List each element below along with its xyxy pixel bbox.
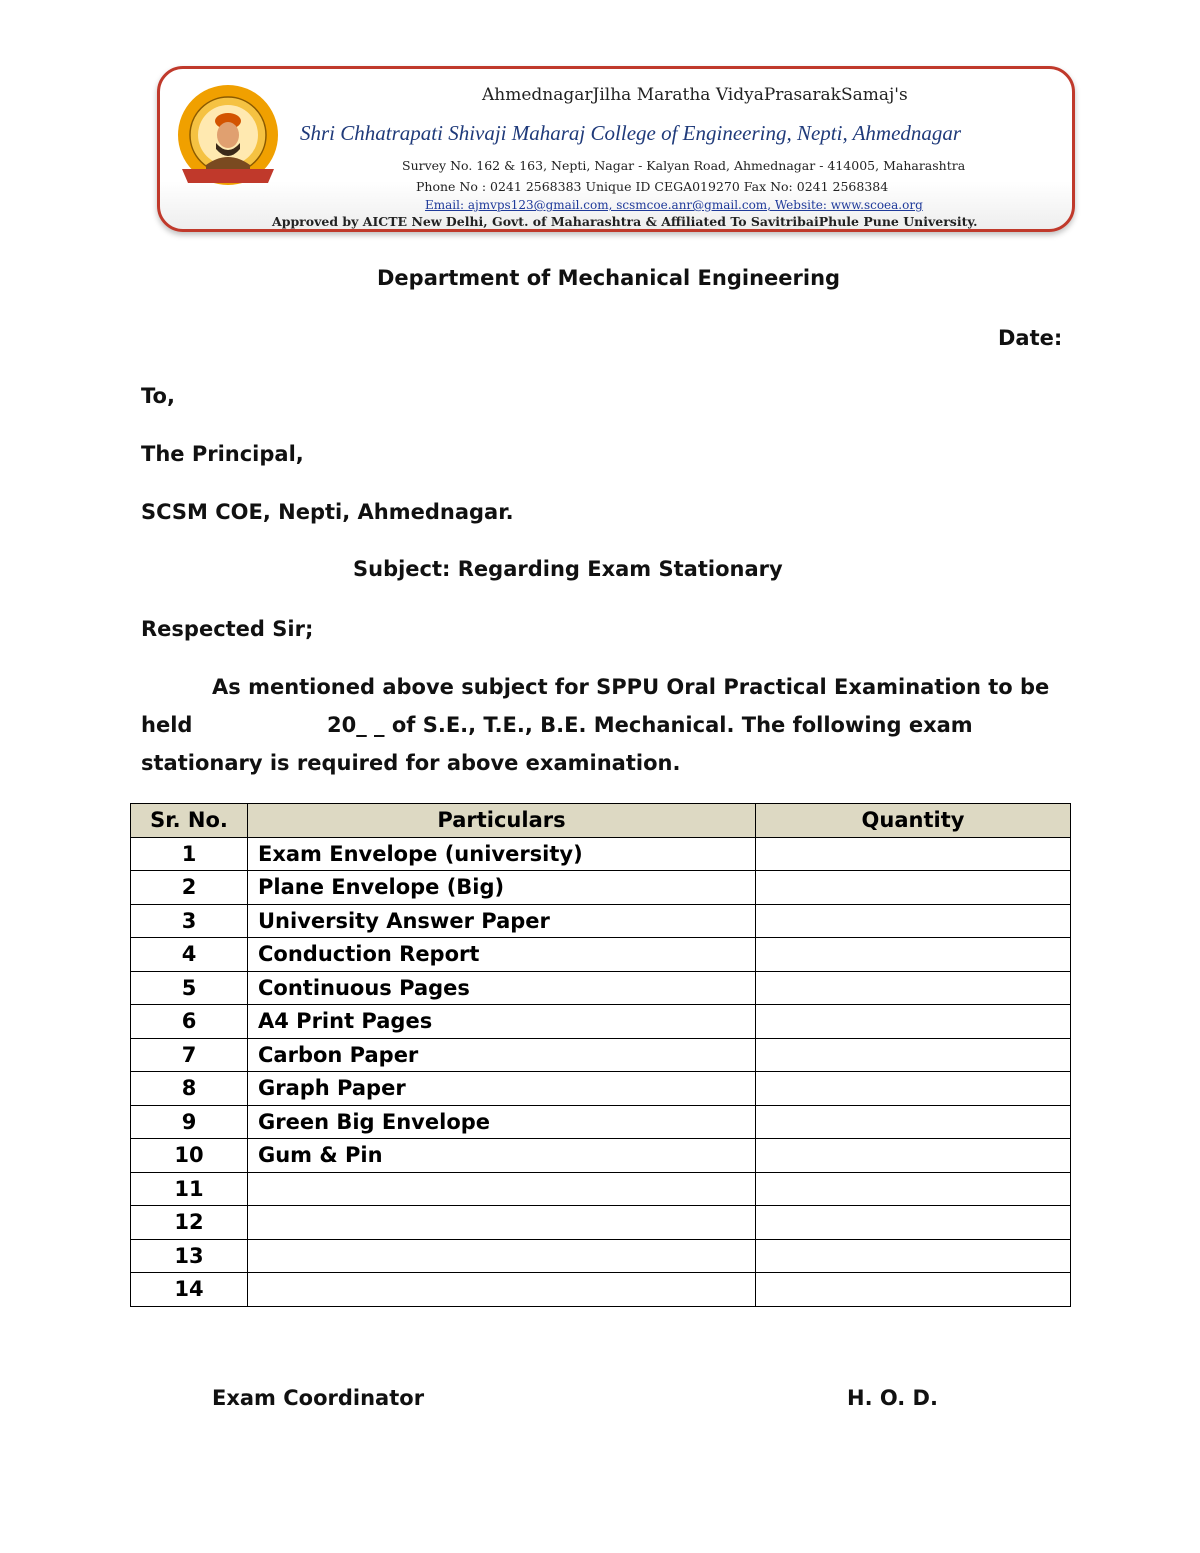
sr-no-cell: 7: [131, 1038, 248, 1072]
particular-cell: Plane Envelope (Big): [248, 871, 756, 905]
table-row: [131, 1239, 1071, 1273]
quantity-cell: [756, 1139, 1071, 1173]
table-row: [131, 1172, 1071, 1206]
college-phone: Phone No : 0241 2568383 Unique ID CEGA019270 Fax No: 0241 2568384: [416, 179, 889, 194]
quantity-cell: [756, 971, 1071, 1005]
approval-note: Approved by AICTE New Delhi, Govt. of Maharashtra & Affiliated To SavitribaiPhule Pune University.: [272, 214, 978, 229]
sr-no-cell: 1: [131, 837, 248, 871]
stationary-table: [130, 803, 1071, 1307]
table-header-row: [131, 804, 1071, 838]
particular-cell: Exam Envelope (university): [248, 837, 756, 871]
particular-cell: Conduction Report: [248, 938, 756, 972]
quantity-cell: [756, 1273, 1071, 1307]
quantity-cell: [756, 938, 1071, 972]
table-row: [131, 938, 1071, 972]
sr-no-cell: 3: [131, 904, 248, 938]
sr-no-cell: 8: [131, 1072, 248, 1106]
date-label: Date:: [998, 326, 1063, 350]
sr-no-cell: 5: [131, 971, 248, 1005]
body-line-3: stationary is required for above examination.: [141, 751, 681, 775]
sr-no-cell: 11: [131, 1172, 248, 1206]
sr-no-cell: 13: [131, 1239, 248, 1273]
subject-line: Subject: Regarding Exam Stationary: [353, 557, 783, 581]
table-row: [131, 904, 1071, 938]
body-line-2b: 20_ _ of S.E., T.E., B.E. Mechanical. The following exam: [327, 713, 973, 737]
to-label: To,: [141, 384, 175, 408]
recipient: The Principal,: [141, 442, 304, 466]
quantity-cell: [756, 1206, 1071, 1240]
particular-cell: Green Big Envelope: [248, 1105, 756, 1139]
particular-cell: A4 Print Pages: [248, 1005, 756, 1039]
quantity-cell: [756, 837, 1071, 871]
college-address: Survey No. 162 & 163, Nepti, Nagar - Kalyan Road, Ahmednagar - 414005, Maharashtra: [402, 158, 966, 173]
college-name: Shri Chhatrapati Shivaji Maharaj College of Engineering, Nepti, Ahmednagar: [300, 121, 962, 145]
particular-cell: Carbon Paper: [248, 1038, 756, 1072]
particular-cell: [248, 1273, 756, 1307]
particular-cell: [248, 1239, 756, 1273]
sr-no-cell: 2: [131, 871, 248, 905]
college-email-website: Email: ajmvps123@gmail.com, scsmcoe.anr@gmail.com, Website: www.scoea.org: [425, 198, 923, 212]
quantity-cell: [756, 1072, 1071, 1106]
salutation: Respected Sir;: [141, 617, 314, 641]
table-row: [131, 1273, 1071, 1307]
header-sr-no: Sr. No.: [131, 804, 248, 838]
table-row: [131, 871, 1071, 905]
particular-cell: Graph Paper: [248, 1072, 756, 1106]
header-quantity: Quantity: [756, 804, 1071, 838]
sr-no-cell: 12: [131, 1206, 248, 1240]
particular-cell: [248, 1172, 756, 1206]
quantity-cell: [756, 1005, 1071, 1039]
table-row: [131, 1038, 1071, 1072]
quantity-cell: [756, 1105, 1071, 1139]
table-row: [131, 1005, 1071, 1039]
college-logo-seal: [172, 83, 284, 195]
recipient-address: SCSM COE, Nepti, Ahmednagar.: [141, 500, 514, 524]
sr-no-cell: 10: [131, 1139, 248, 1173]
exam-coordinator-signature: Exam Coordinator: [212, 1386, 425, 1410]
table-row: [131, 971, 1071, 1005]
hod-signature: H. O. D.: [847, 1386, 938, 1410]
sr-no-cell: 4: [131, 938, 248, 972]
particular-cell: [248, 1206, 756, 1240]
header-particulars: Particulars: [248, 804, 756, 838]
quantity-cell: [756, 1038, 1071, 1072]
table-row: [131, 1072, 1071, 1106]
society-name: AhmednagarJilha Maratha VidyaPrasarakSamaj's: [482, 85, 908, 105]
quantity-cell: [756, 871, 1071, 905]
table-row: [131, 837, 1071, 871]
sr-no-cell: 9: [131, 1105, 248, 1139]
department-title: Department of Mechanical Engineering: [377, 266, 841, 290]
letterhead: [157, 66, 1075, 232]
sr-no-cell: 14: [131, 1273, 248, 1307]
quantity-cell: [756, 904, 1071, 938]
table-row: [131, 1105, 1071, 1139]
body-line-2a: held: [141, 713, 193, 737]
table-row: [131, 1206, 1071, 1240]
particular-cell: Continuous Pages: [248, 971, 756, 1005]
table-row: [131, 1139, 1071, 1173]
quantity-cell: [756, 1172, 1071, 1206]
particular-cell: Gum & Pin: [248, 1139, 756, 1173]
sr-no-cell: 6: [131, 1005, 248, 1039]
quantity-cell: [756, 1239, 1071, 1273]
particular-cell: University Answer Paper: [248, 904, 756, 938]
body-line-1: As mentioned above subject for SPPU Oral Practical Examination to be: [212, 675, 1050, 699]
